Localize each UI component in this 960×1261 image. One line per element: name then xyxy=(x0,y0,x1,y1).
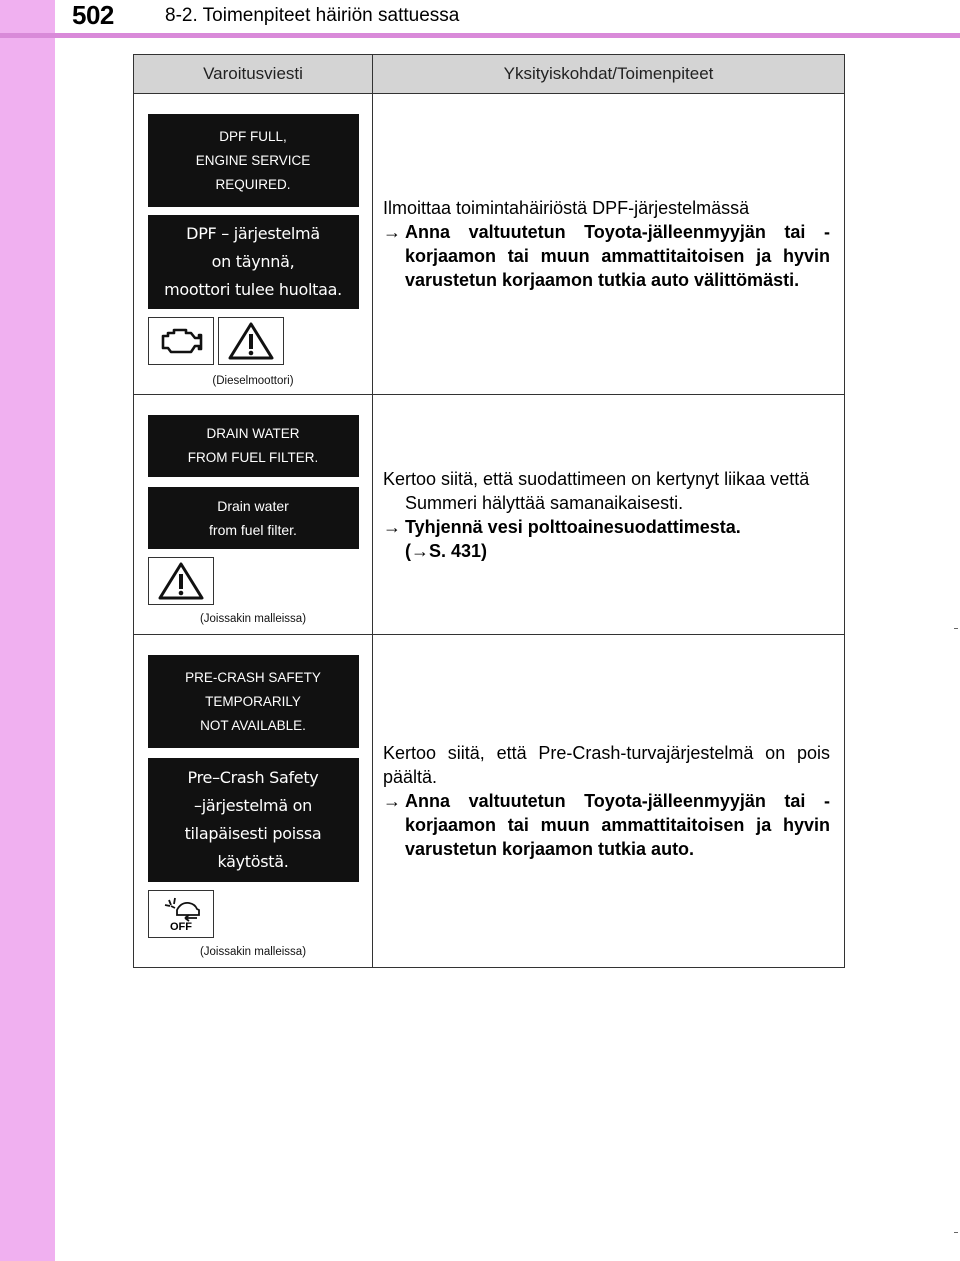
arrow-icon: → xyxy=(383,791,401,811)
message-cell xyxy=(134,635,373,968)
message-line: NOT AVAILABLE. xyxy=(200,717,306,733)
message-line: moottori tulee huoltaa. xyxy=(164,280,342,299)
details-cell xyxy=(373,94,845,395)
message-cell xyxy=(134,395,373,635)
caption: (Joissakin malleissa) xyxy=(199,946,307,958)
action-line xyxy=(383,515,830,539)
edge-tick xyxy=(954,1232,958,1233)
message-line: ENGINE SERVICE xyxy=(195,152,311,168)
table-row xyxy=(134,395,845,635)
table-row xyxy=(134,94,845,395)
details-cell xyxy=(373,635,845,968)
note-text: Summeri hälyttää samanaikaisesti. xyxy=(405,492,684,513)
page-side-strip xyxy=(0,0,55,1261)
action-text: Anna valtuutetun Toyota-jälleenmyyjän tai -korjaamon tai muun ammattitaitoisen ja hyvin varustetun korjaamon tutkia auto välittömästi. xyxy=(405,222,830,290)
warning-message-en xyxy=(148,415,359,477)
details-cell xyxy=(373,395,845,635)
description-text: Kertoo siitä, että Pre-Crash-turvajärjestelmä on pois päältä. xyxy=(383,743,830,787)
caption: (Dieselmoottori) xyxy=(212,375,294,387)
header-rule xyxy=(0,33,960,38)
message-line: käytöstä. xyxy=(217,852,289,871)
message-line: FROM FUEL FILTER. xyxy=(187,450,319,465)
action-line xyxy=(383,220,830,292)
action-text: Anna valtuutetun Toyota-jälleenmyyjän tai -korjaamon tai muun ammattitaitoisen ja hyvin varustetun korjaamon tutkia auto. xyxy=(405,791,830,859)
warning-triangle-icon xyxy=(218,317,284,365)
message-line: –järjestelmä on xyxy=(194,796,312,815)
warning-message-fi xyxy=(148,758,359,882)
message-line: TEMPORARILY xyxy=(205,693,301,709)
table-header-row xyxy=(134,55,845,94)
column-header-details: Yksityiskohdat/Toimenpiteet xyxy=(373,55,845,94)
message-line: on täynnä, xyxy=(211,252,295,271)
arrow-icon: → xyxy=(383,516,401,537)
message-line: tilapäisesti poissa xyxy=(184,824,322,843)
caption: (Joissakin malleissa) xyxy=(199,613,307,625)
action-line xyxy=(383,789,830,861)
indicator-icons xyxy=(148,890,372,938)
warning-message-en xyxy=(148,655,359,748)
column-header-message: Varoitusviesti xyxy=(134,55,373,94)
arrow-icon: → xyxy=(383,222,401,242)
description-text: Kertoo siitä, että suodattimeen on kertynyt liikaa vettä xyxy=(383,468,810,489)
message-line: REQUIRED. xyxy=(215,176,291,192)
table-row xyxy=(134,635,845,968)
icon-off-label: OFF xyxy=(170,920,192,933)
engine-check-icon xyxy=(148,317,214,365)
message-line: from fuel filter. xyxy=(209,522,297,538)
section-title: 8-2. Toimenpiteet häiriön sattuessa xyxy=(165,5,460,26)
indicator-icons xyxy=(148,557,372,605)
edge-tick xyxy=(954,628,958,629)
message-line: DPF FULL, xyxy=(219,128,287,144)
indicator-icons xyxy=(148,317,372,365)
warning-message-en xyxy=(148,114,359,207)
description-text: Ilmoittaa toimintahäiriöstä DPF-järjestelmässä xyxy=(383,198,750,218)
pre-crash-off-icon xyxy=(148,890,214,938)
warning-triangle-icon xyxy=(148,557,214,605)
message-line: DPF – järjestelmä xyxy=(186,224,320,243)
page-number: 502 xyxy=(72,0,114,30)
action-text: Tyhjennä vesi polttoainesuodattimesta. xyxy=(405,516,741,537)
message-line: Drain water xyxy=(217,498,289,514)
message-line: Pre–Crash Safety xyxy=(187,768,319,787)
message-cell xyxy=(134,94,373,395)
warning-message-fi xyxy=(148,487,359,549)
message-line: PRE-CRASH SAFETY xyxy=(185,669,321,685)
warning-table xyxy=(133,54,845,968)
warning-message-fi xyxy=(148,215,359,309)
message-line: DRAIN WATER xyxy=(206,426,300,441)
page-reference: (→S. 431) xyxy=(405,540,488,561)
